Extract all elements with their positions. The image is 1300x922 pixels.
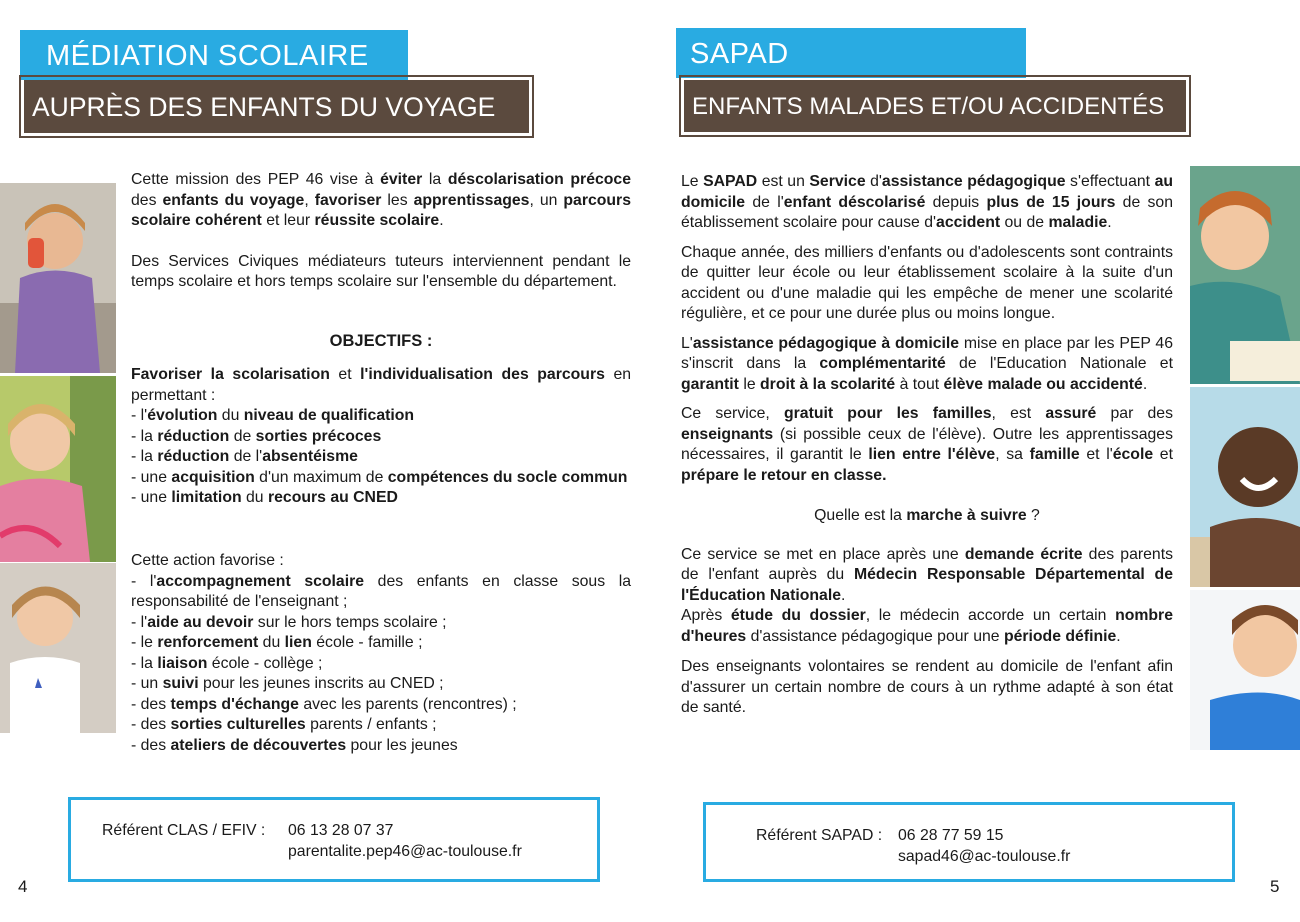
intro-paragraph-2: Des Services Civiques médiateurs tuteurs interviennent pendant le temps scolaire et hors temps scolaire sur l'ensemble du département. <box>131 252 631 290</box>
favorise-list <box>131 551 631 756</box>
photo-boy-thinking <box>1190 590 1300 750</box>
photo-children-reading <box>1190 166 1300 384</box>
objectif-item: - une limitation du recours au CNED <box>131 489 398 506</box>
contact-email[interactable]: sapad46@ac-toulouse.fr <box>898 848 1071 865</box>
favorise-item: - un suivi pour les jeunes inscrits au CNED ; <box>131 675 444 692</box>
objectif-item: - la réduction de sorties précoces <box>131 427 382 445</box>
photo-child-sitting <box>0 563 116 733</box>
right-contact-box <box>703 802 1235 882</box>
sapad-paragraph-3: L'assistance pédagogique à domicile mise en place par les PEP 46 s'inscrit dans la complémentarité de l'Education Nationale et garantit le droit à la scolarité à tout élève malade ou accidenté. <box>681 334 1173 393</box>
marche-question: Quelle est la marche à suivre ? <box>814 507 1040 524</box>
favorise-item: - l'accompagnement scolaire des enfants en classe sous la responsabilité de l'enseignant ; <box>131 572 631 610</box>
contact-email[interactable]: parentalite.pep46@ac-toulouse.fr <box>288 843 522 860</box>
contact-label: Référent CLAS / EFIV : <box>102 822 266 839</box>
photo-boy-laughing <box>1190 387 1300 587</box>
favorise-item: - la liaison école - collège ; <box>131 654 323 672</box>
right-body <box>681 172 1173 719</box>
photo-child-phone <box>0 183 116 373</box>
sapad-paragraph-7: Des enseignants volontaires se rendent au domicile de l'enfant afin d'assurer un certain nombre de cours à un rythme adapté à son état de santé. <box>681 658 1173 716</box>
sapad-paragraph-2: Chaque année, des milliers d'enfants ou d'adolescents sont contraints de quitter leur école ou leur établissement scolaire à la suite d'un accident ou d'une maladie qui les empêche de mener une scolarité régulière, et ce pour une durée plus ou moins longue. <box>681 243 1173 322</box>
right-title-banner: SAPAD <box>676 28 1026 78</box>
sapad-paragraph-5: Ce service se met en place après une demande écrite des parents de l'enfant auprès du Médecin Responsable Départemental de l'Éducation Nationale. <box>681 545 1173 604</box>
right-subtitle-banner: ENFANTS MALADES ET/OU ACCIDENTÉS <box>684 80 1186 132</box>
right-page <box>650 0 1300 922</box>
objectif-item: - une acquisition d'un maximum de compétences du socle commun <box>131 468 628 486</box>
favorise-item: - des sorties culturelles parents / enfants ; <box>131 716 437 733</box>
sapad-paragraph-4: Ce service, gratuit pour les familles, est assuré par des enseignants (si possible ceux de l'élève). Outre les apprentissages nécessaires, il garantit le lien entre l'élève, sa famille et l'école et prépare le retour en classe. <box>681 405 1173 484</box>
photo-child-smiling <box>0 376 116 562</box>
left-title-banner: MÉDIATION SCOLAIRE <box>20 30 408 80</box>
objectifs-heading: OBJECTIFS : <box>329 332 433 350</box>
left-intro <box>131 170 631 293</box>
favorise-item: - des ateliers de découvertes pour les jeunes <box>131 736 458 754</box>
favorise-intro: Cette action favorise : <box>131 552 284 569</box>
sapad-paragraph-1: Le SAPAD est un Service d'assistance pédagogique s'effectuant au domicile de l'enfant déscolarisé depuis plus de 15 jours de son établissement scolaire pour cause d'accident ou de maladie. <box>681 173 1173 231</box>
objectif-item: - l'évolution du niveau de qualification <box>131 407 415 424</box>
objectif-item: - la réduction de l'absentéisme <box>131 448 358 465</box>
page-number-left: 4 <box>18 877 28 896</box>
contact-phone: 06 28 77 59 15 <box>898 827 1004 844</box>
sapad-paragraph-6: Après étude du dossier, le médecin accorde un certain nombre d'heures d'assistance pédagogique pour une période définie. <box>681 607 1173 645</box>
page-number-right: 5 <box>1270 877 1280 896</box>
favorise-item: - l'aide au devoir sur le hors temps scolaire ; <box>131 613 447 631</box>
intro-paragraph-1: Cette mission des PEP 46 vise à éviter la déscolarisation précoce des enfants du voyage, favoriser les apprentissages, un parcours scolaire cohérent et leur réussite scolaire. <box>131 171 631 229</box>
left-contact-box <box>68 797 600 882</box>
left-subtitle-banner: AUPRÈS DES ENFANTS DU VOYAGE <box>24 80 529 133</box>
objectifs-list <box>131 365 631 509</box>
contact-label: Référent SAPAD : <box>756 827 883 844</box>
contact-phone: 06 13 28 07 37 <box>288 822 394 839</box>
favorise-item: - le renforcement du lien école - famille ; <box>131 634 423 651</box>
objectif-item: Favoriser la scolarisation et l'individualisation des parcours en permettant : <box>131 366 632 404</box>
favorise-item: - des temps d'échange avec les parents (rencontres) ; <box>131 695 517 713</box>
